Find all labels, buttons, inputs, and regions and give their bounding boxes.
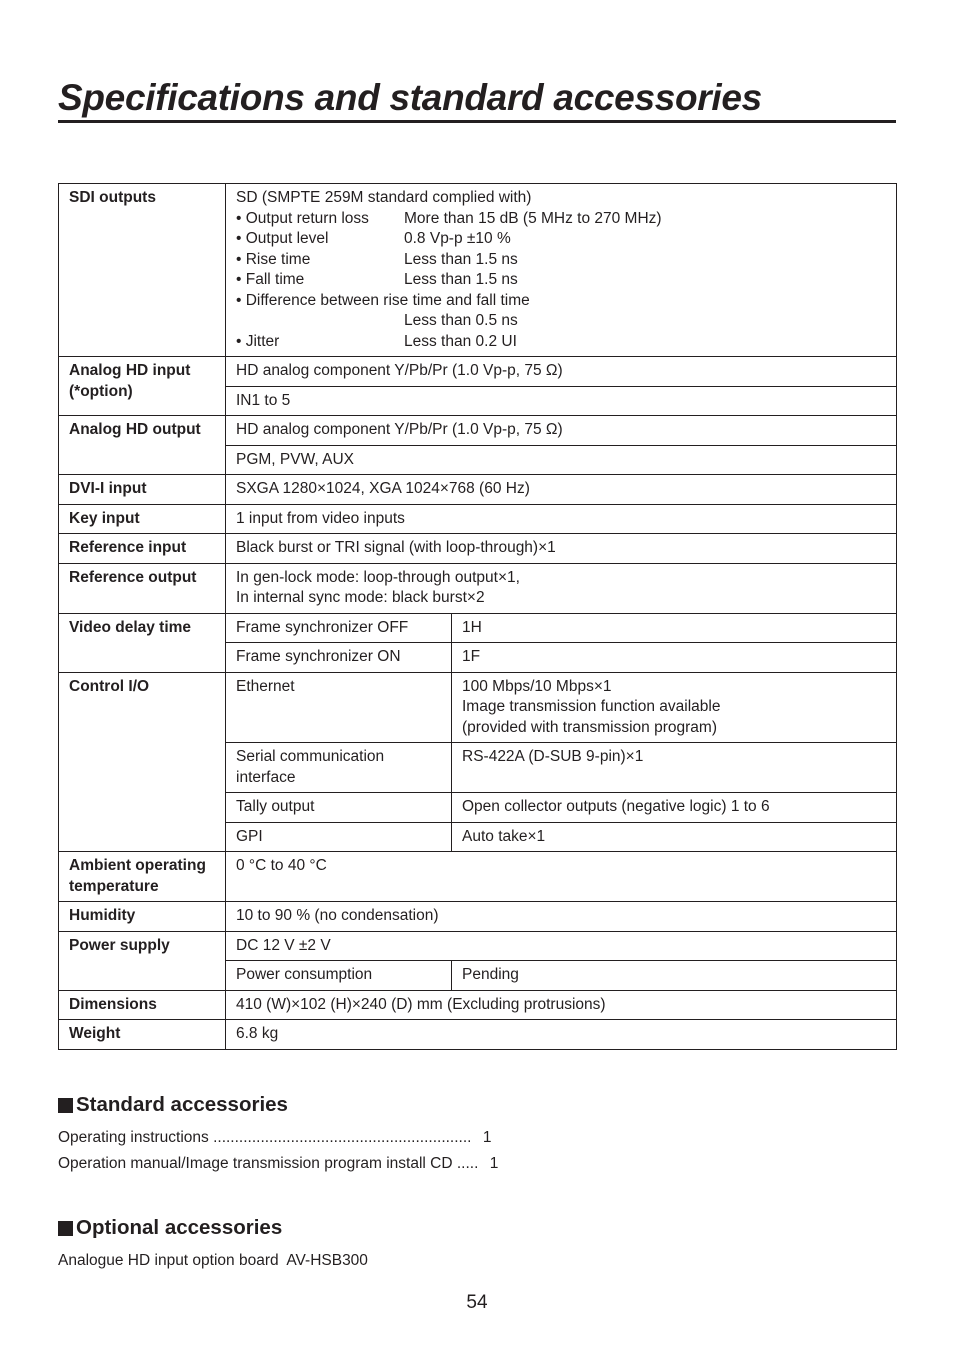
analog-in-label: Analog HD input (*option) [59, 357, 226, 416]
ethernet-value [452, 672, 897, 743]
square-bullet-icon [58, 1098, 73, 1113]
ethernet-key: Ethernet [226, 672, 452, 743]
accessory-qty: 1 [489, 1155, 499, 1172]
serial-value: RS-422A (D-SUB 9-pin)×1 [452, 743, 897, 793]
sdi-jitter-key: • Jitter [236, 332, 280, 350]
serial-key: Serial communication interface [226, 743, 452, 793]
page-number: 54 [466, 1292, 488, 1313]
ambient-value: 0 °C to 40 °C [226, 852, 897, 902]
delay-on-key: Frame synchronizer ON [226, 643, 452, 673]
table-row [59, 931, 897, 961]
dimensions-value: 410 (W)×102 (H)×240 (D) mm (Excluding protrusions) [226, 990, 897, 1020]
sdi-item-value: Less than 1.5 ns [404, 250, 518, 268]
sdi-diff-label: • Difference between rise time and fall time [236, 291, 530, 309]
power-value: DC 12 V ±2 V [226, 931, 897, 961]
analog-out-label: Analog HD output [59, 416, 226, 475]
key-value: 1 input from video inputs [226, 504, 897, 534]
optional-heading-text: Optional accessories [76, 1216, 283, 1239]
ref-out-line1: In gen-lock mode: loop-through output×1, [236, 568, 520, 586]
sdi-value [226, 184, 897, 357]
analog-in-line2: IN1 to 5 [226, 386, 897, 416]
analog-out-line2: PGM, PVW, AUX [226, 445, 897, 475]
sdi-item-key: • Output level [236, 230, 329, 247]
humidity-label: Humidity [59, 902, 226, 932]
table-row [59, 613, 897, 643]
delay-label: Video delay time [59, 613, 226, 672]
analog-out-line1: HD analog component Y/Pb/Pr (1.0 Vp-p, 75 Ω) [226, 416, 897, 446]
leader-dots: ............................................................ [213, 1129, 472, 1146]
humidity-value: 10 to 90 % (no condensation) [226, 902, 897, 932]
sdi-intro: SD (SMPTE 259M standard complied with) [236, 189, 532, 206]
leader-dots: ..... [456, 1155, 479, 1172]
ambient-label: Ambient operating temperature [59, 852, 226, 902]
table-row [59, 357, 897, 387]
optional-item: Analogue HD input option board AV-HSB300 [58, 1252, 368, 1269]
table-row [59, 852, 897, 902]
sdi-item-key: • Fall time [236, 271, 305, 288]
sdi-item-key: • Rise time [236, 250, 311, 268]
delay-on-value: 1F [452, 643, 897, 673]
ethernet-line3: (provided with transmission program) [462, 718, 717, 736]
control-label: Control I/O [59, 672, 226, 852]
sdi-item-value: More than 15 dB (5 MHz to 270 MHz) [404, 209, 662, 227]
list-item [58, 1129, 491, 1147]
sdi-jitter-value: Less than 0.2 UI [404, 332, 517, 350]
ref-in-label: Reference input [59, 534, 226, 564]
analog-in-line1: HD analog component Y/Pb/Pr (1.0 Vp-p, 75 Ω) [226, 357, 897, 387]
delay-off-value: 1H [452, 613, 897, 643]
table-row [59, 902, 897, 932]
ref-in-value: Black burst or TRI signal (with loop-through)×1 [226, 534, 897, 564]
sdi-item-value: Less than 1.5 ns [404, 271, 518, 288]
list-item [58, 1155, 498, 1173]
tally-key: Tally output [226, 793, 452, 823]
sdi-item-value: 0.8 Vp-p ±10 % [404, 230, 511, 247]
sdi-label: SDI outputs [59, 184, 226, 357]
ref-out-value [226, 563, 897, 613]
tally-value: Open collector outputs (negative logic) 1 to 6 [452, 793, 897, 823]
delay-off-key: Frame synchronizer OFF [226, 613, 452, 643]
power-consumption-value: Pending [452, 961, 897, 991]
page-title: Specifications and standard accessories [58, 78, 896, 123]
standard-heading-text: Standard accessories [76, 1093, 288, 1116]
optional-accessories-heading [58, 1216, 282, 1240]
spec-table [58, 183, 897, 1050]
power-consumption-key: Power consumption [226, 961, 452, 991]
accessory-name: Operation manual/Image transmission program install CD [58, 1155, 457, 1172]
table-row [59, 990, 897, 1020]
dimensions-label: Dimensions [59, 990, 226, 1020]
power-label: Power supply [59, 931, 226, 990]
sdi-diff-value: Less than 0.5 ns [404, 312, 518, 329]
ref-out-label: Reference output [59, 563, 226, 613]
dvi-value: SXGA 1280×1024, XGA 1024×768 (60 Hz) [226, 475, 897, 505]
ethernet-line2: Image transmission function available [462, 698, 721, 715]
weight-label: Weight [59, 1020, 226, 1050]
table-row [59, 534, 897, 564]
accessory-name: Operating instructions [58, 1129, 214, 1146]
gpi-value: Auto take×1 [452, 822, 897, 852]
square-bullet-icon [58, 1221, 73, 1236]
key-label: Key input [59, 504, 226, 534]
table-row [59, 563, 897, 613]
weight-value: 6.8 kg [226, 1020, 897, 1050]
table-row [59, 475, 897, 505]
ref-out-line2: In internal sync mode: black burst×2 [236, 589, 485, 606]
table-row [59, 504, 897, 534]
table-row [59, 672, 897, 743]
accessory-qty: 1 [482, 1129, 492, 1146]
gpi-key: GPI [226, 822, 452, 852]
table-row [59, 416, 897, 446]
table-row [59, 1020, 897, 1050]
standard-accessories-heading [58, 1093, 288, 1117]
dvi-label: DVI-I input [59, 475, 226, 505]
ethernet-line1: 100 Mbps/10 Mbps×1 [462, 677, 612, 695]
table-row [59, 184, 897, 357]
sdi-item-key: • Output return loss [236, 209, 369, 227]
